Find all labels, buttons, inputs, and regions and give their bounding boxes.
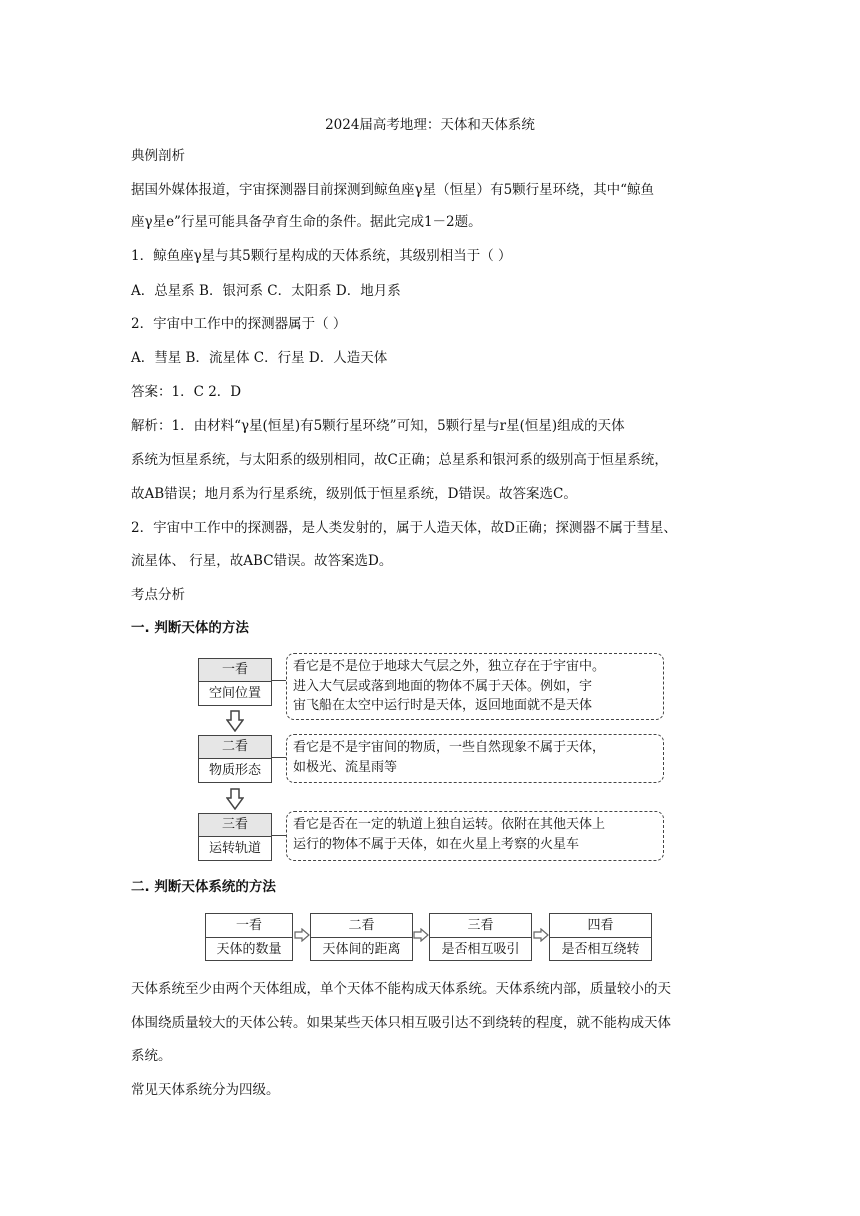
right-arrow-icon <box>294 928 310 942</box>
step-3-description <box>286 811 664 861</box>
question-1-options: A．总星系 B．银河系 C．太阳系 D．地月系 <box>131 283 401 299</box>
answer: 答案：1．C 2．D <box>131 384 242 400</box>
section-heading-examples: 典例剖析 <box>131 148 185 164</box>
analysis-line-4: 2．宇宙中工作中的探测器，是人类发射的，属于人造天体，故D正确；探测器不属于彗星、 <box>131 520 677 536</box>
step-1-desc-line-3: 宙飞船在太空中运行时是天体，返回地面就不是天体 <box>293 698 593 713</box>
step-2-criterion: 物质形态 <box>208 763 261 778</box>
analysis-line-3: 故AB错误；地月系为行星系统，级别低于恒星系统，D错误。故答案选C。 <box>131 486 577 502</box>
analysis-line-5: 流星体、 行星，故ABC错误。故答案选D。 <box>131 553 393 569</box>
down-arrow-icon <box>226 788 244 810</box>
system-step-box-3 <box>429 913 532 961</box>
step-1-criterion: 空间位置 <box>208 686 261 701</box>
step-box-2 <box>198 735 272 783</box>
right-arrow-icon <box>413 928 429 942</box>
system-step-box-1 <box>205 913 293 961</box>
analysis-line-1: 解析：1．由材料“γ星(恒星)有5颗行星环绕”可知，5颗行星与r星(恒星)组成的天体 <box>131 418 625 434</box>
question-2: 2．宇宙中工作中的探测器属于（ ） <box>131 316 347 332</box>
system-step-box-2 <box>310 913 413 961</box>
step-1-label: 一看 <box>199 659 271 682</box>
paragraph-line-3: 系统。 <box>131 1048 172 1064</box>
system-step-1-label: 一看 <box>206 914 292 938</box>
analysis-line-2: 系统为恒星系统，与太阳系的级别相同，故C正确；总星系和银河系的级别高于恒星系统， <box>131 452 668 468</box>
step-1-description <box>286 653 664 720</box>
section-heading-analysis: 考点分析 <box>131 587 185 603</box>
step-box-3 <box>198 813 272 861</box>
right-arrow-icon <box>533 928 549 942</box>
step-2-desc-line-2: 如极光、流星雨等 <box>293 759 398 775</box>
system-step-3-criterion: 是否相互吸引 <box>441 942 520 957</box>
system-step-2-criterion: 天体间的距离 <box>322 942 401 957</box>
step-2-label: 二看 <box>199 736 271 759</box>
heading-judge-celestial-body: 一. 判断天体的方法 <box>131 620 249 636</box>
system-step-4-label: 四看 <box>550 914 651 938</box>
paragraph-line-2: 体围绕质量较大的天体公转。如果某些天体只相互吸引达不到绕转的程度，就不能构成天体 <box>131 1015 671 1031</box>
system-step-3-label: 三看 <box>430 914 531 938</box>
step-3-label: 三看 <box>199 814 271 837</box>
step-2-description <box>286 734 664 783</box>
heading-judge-celestial-system: 二. 判断天体系统的方法 <box>131 879 276 895</box>
intro-line-1: 据国外媒体报道，宇宙探测器目前探测到鲸鱼座γ星（恒星）有5颗行星环绕，其中“鲸鱼 <box>131 182 655 198</box>
system-step-4-criterion: 是否相互绕转 <box>561 942 640 957</box>
system-step-1-criterion: 天体的数量 <box>216 942 282 957</box>
step-3-desc-line-2: 运行的物体不属于天体，如在火星上考察的火星车 <box>293 836 580 852</box>
paragraph-line-1: 天体系统至少由两个天体组成，单个天体不能构成天体系统。天体系统内部，质量较小的天 <box>131 981 671 997</box>
step-box-1 <box>198 658 272 706</box>
step-3-criterion: 运转轨道 <box>208 841 261 856</box>
intro-line-2: 座γ星e”行星可能具备孕育生命的条件。据此完成1－2题。 <box>131 214 482 230</box>
step-2-desc-line-1: 看它是不是宇宙间的物质，一些自然现象不属于天体， <box>293 740 606 755</box>
connector-line <box>272 757 286 758</box>
question-2-options: A．彗星 B．流星体 C．行星 D．人造天体 <box>131 350 388 366</box>
question-1: 1．鲸鱼座γ星与其5颗行星构成的天体系统，其级别相当于（ ） <box>131 248 512 264</box>
step-1-desc-line-2: 进入大气层或落到地面的物体不属于天体。例如，宇 <box>293 678 593 694</box>
connector-line <box>272 680 286 681</box>
step-3-desc-line-1: 看它是否在一定的轨道上独自运转。依附在其他天体上 <box>293 817 606 832</box>
system-step-box-4 <box>549 913 652 961</box>
step-1-desc-line-1: 看它是不是位于地球大气层之外，独立存在于宇宙中。 <box>293 659 606 674</box>
paragraph-line-4: 常见天体系统分为四级。 <box>131 1082 280 1098</box>
system-step-2-label: 二看 <box>311 914 412 938</box>
down-arrow-icon <box>226 710 244 732</box>
document-title: 2024届高考地理：天体和天体系统 <box>325 117 535 133</box>
connector-line <box>272 835 286 836</box>
